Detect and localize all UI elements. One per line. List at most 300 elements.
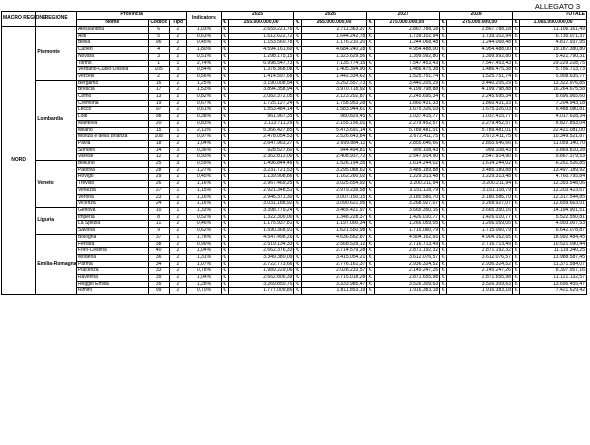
currency-symbol: € [294, 120, 301, 127]
amount-2027: 1.244.068,48 [374, 40, 440, 47]
amount-2026: 3.415.054,21 [301, 254, 367, 261]
currency-symbol: € [440, 221, 447, 228]
currency-symbol: € [440, 107, 447, 114]
indicator-value: 0,56% [187, 73, 221, 80]
currency-symbol: € [440, 261, 447, 268]
currency-symbol: € [294, 214, 301, 221]
amount-total: 11.106.161,49 [520, 27, 587, 34]
indicator-value: 0,45% [187, 40, 221, 47]
amount-2028: 3.440.205,29 [447, 80, 513, 87]
amount-2026: 1.526.194,35 [301, 161, 367, 168]
currency-symbol: € [512, 47, 519, 54]
currency-symbol: € [440, 174, 447, 181]
amount-2026: 2.699.884,11 [301, 140, 367, 147]
currency-symbol: € [294, 19, 301, 27]
currency-symbol: € [294, 228, 301, 235]
amount-2026: 1.323.629,56 [301, 53, 367, 60]
grand-total-all-years: 1.065.000.000,00 [520, 19, 587, 27]
currency-symbol: € [221, 53, 228, 60]
currency-symbol: € [221, 207, 228, 214]
amount-total: 7.421.629,42 [520, 288, 587, 295]
amount-2028: 1.525.751,74 [447, 73, 513, 80]
amount-2027: 3.200.211,94 [374, 181, 440, 188]
amount-2026: 3.252.557,73 [301, 80, 367, 87]
currency-symbol: € [367, 248, 374, 255]
amount-2027: 4.199.798,88 [374, 87, 440, 94]
amount-2025: 2.362.812,00 [228, 154, 294, 161]
currency-symbol: € [221, 194, 228, 201]
province-code: 9 [148, 228, 169, 235]
currency-symbol: € [512, 60, 519, 67]
amount-total: 3.869.810,28 [520, 147, 587, 154]
currency-symbol: € [294, 268, 301, 275]
amount-2028: 3.200.211,94 [447, 181, 513, 188]
amount-2027: 2.871.192,32 [374, 248, 440, 255]
currency-symbol: € [440, 140, 447, 147]
amount-2027: 1.229.313,48 [374, 174, 440, 181]
province-type: 2 [169, 80, 187, 87]
amount-2028: 3.665.350,16 [447, 207, 513, 214]
amount-2026: 2.028.233,57 [301, 268, 367, 275]
currency-symbol: € [512, 107, 519, 114]
currency-symbol: € [367, 174, 374, 181]
province-name: Treviso [76, 181, 148, 188]
amount-2025: 2.662.806,39 [228, 275, 294, 282]
province-name: Cuneo [76, 47, 148, 54]
amount-2025: 1.378.368,08 [228, 67, 294, 74]
province-type: 2 [169, 241, 187, 248]
province-type: 2 [169, 120, 187, 127]
header-year-2027: 2027 [367, 12, 440, 20]
amount-total: 9.867.379,53 [520, 154, 587, 161]
currency-symbol: € [221, 221, 228, 228]
header-region: REGIONE [36, 12, 77, 27]
currency-symbol: € [440, 194, 447, 201]
amount-2027: 2.145.247,26 [374, 268, 440, 275]
currency-symbol: € [367, 207, 374, 214]
amount-2027: 4.904.162,65 [374, 234, 440, 241]
currency-symbol: € [512, 27, 519, 34]
currency-symbol: € [367, 154, 374, 161]
indicator-value: 0,78% [187, 268, 221, 275]
amount-total: 13.988.587,45 [520, 254, 587, 261]
province-code: 23 [148, 194, 169, 201]
province-name: Asti [76, 33, 148, 40]
currency-symbol: € [294, 147, 301, 154]
province-name: Rovigo [76, 174, 148, 181]
province-type: 2 [169, 40, 187, 47]
amount-total: 6.488.080,81 [520, 107, 587, 114]
amount-2026: 1.176.210,20 [301, 40, 367, 47]
currency-symbol: € [367, 221, 374, 228]
amount-2027: 1.525.751,74 [374, 73, 440, 80]
province-name: Novara [76, 53, 148, 60]
province-code: 1 [148, 60, 169, 67]
amount-2027: 2.936.324,52 [374, 261, 440, 268]
currency-symbol: € [367, 167, 374, 174]
currency-symbol: € [367, 241, 374, 248]
amount-2025: 2.921.348,51 [228, 187, 294, 194]
currency-symbol: € [221, 254, 228, 261]
amount-2027: 7.547.453,43 [374, 60, 440, 67]
currency-symbol: € [221, 114, 228, 121]
amount-2026: 980.829,45 [301, 114, 367, 121]
amount-2028: 1.229.313,48 [447, 174, 513, 181]
amount-2028: 3.612.076,57 [447, 254, 513, 261]
indicator-value: 0,83% [187, 120, 221, 127]
amount-total: 12.203.423,67 [520, 187, 587, 194]
currency-symbol: € [221, 107, 228, 114]
currency-symbol: € [440, 60, 447, 67]
province-code: 15 [148, 127, 169, 134]
indicator-value: 1,28% [187, 281, 221, 288]
amount-2026: 3.090.621,95 [301, 201, 367, 208]
amount-2027: 2.279.452,57 [374, 120, 440, 127]
province-code: 14 [148, 147, 169, 154]
currency-symbol: € [221, 201, 228, 208]
currency-symbol: € [221, 261, 228, 268]
province-name: Reggio Emilia [76, 281, 148, 288]
amount-2027: 5.789.481,01 [374, 127, 440, 134]
province-code: 3 [148, 53, 169, 60]
indicator-value: 0,38% [187, 114, 221, 121]
currency-symbol: € [440, 181, 447, 188]
amount-2028: 1.266.059,05 [447, 221, 513, 228]
province-code: 26 [148, 181, 169, 188]
province-name: Bologna [76, 234, 148, 241]
province-type: 2 [169, 268, 187, 275]
currency-symbol: € [294, 241, 301, 248]
currency-symbol: € [294, 80, 301, 87]
amount-2025: 3.349.380,09 [228, 254, 294, 261]
province-name: Lodi [76, 114, 148, 121]
province-code: 5 [148, 33, 169, 40]
amount-2025: 1.590.368,91 [228, 228, 294, 235]
amount-2026: 4.636.662,87 [301, 234, 367, 241]
indicator-value: 1,80% [187, 47, 221, 54]
currency-symbol: € [367, 33, 374, 40]
amount-total: 5.421.790,31 [520, 53, 587, 60]
amount-2026: 5.473.691,14 [301, 127, 367, 134]
amount-2027: 2.245.695,34 [374, 94, 440, 101]
macro-region-cell: NORD [2, 27, 36, 295]
amount-total: 4.903.007,53 [520, 221, 587, 228]
currency-symbol: € [440, 187, 447, 194]
amount-total: 6.251.526,85 [520, 161, 587, 168]
currency-symbol: € [294, 87, 301, 94]
currency-symbol: € [294, 181, 301, 188]
province-code: 12 [148, 154, 169, 161]
currency-symbol: € [221, 187, 228, 194]
province-code: 34 [148, 261, 169, 268]
province-name: Modena [76, 254, 148, 261]
amount-2027: 3.151.118,79 [374, 187, 440, 194]
currency-symbol: € [221, 181, 228, 188]
region-cell: Veneto [36, 161, 77, 208]
currency-symbol: € [221, 147, 228, 154]
province-name: Parma [76, 261, 148, 268]
region-cell: Lombardia [36, 80, 77, 160]
amount-2028: 2.716.713,49 [447, 241, 513, 248]
currency-symbol: € [512, 53, 519, 60]
province-name: Venezia [76, 187, 148, 194]
currency-symbol: € [440, 207, 447, 214]
amount-2026: 2.714.579,28 [301, 248, 367, 255]
indicator-value: 0,82% [187, 94, 221, 101]
amount-total: 8.827.853,04 [520, 120, 587, 127]
province-name: Milano [76, 127, 148, 134]
amount-2028: 3.485.189,88 [447, 167, 513, 174]
currency-symbol: € [367, 281, 374, 288]
amount-2028: 2.145.247,26 [447, 268, 513, 275]
amount-2027: 2.867.788,18 [374, 27, 440, 34]
indicator-value: 1,16% [187, 181, 221, 188]
currency-symbol: € [512, 275, 519, 282]
amount-2027: 1.266.059,05 [374, 221, 440, 228]
amount-2028: 3.151.118,79 [447, 187, 513, 194]
province-type: 2 [169, 275, 187, 282]
currency-symbol: € [440, 47, 447, 54]
amount-2025: 4.547.498,26 [228, 234, 294, 241]
province-type: 2 [169, 174, 187, 181]
currency-symbol: € [367, 120, 374, 127]
indicator-value: 1,16% [187, 201, 221, 208]
indicator-value: 0,62% [187, 228, 221, 235]
amount-2028: 3.180.586,70 [447, 194, 513, 201]
amount-2025: 2.082.372,05 [228, 94, 294, 101]
province-code: 38 [148, 241, 169, 248]
currency-symbol: € [294, 167, 301, 174]
amount-2025: 1.989.229,06 [228, 268, 294, 275]
amount-2028: 1.399.992,80 [447, 53, 513, 60]
currency-symbol: € [367, 100, 374, 107]
amount-2025: 928.527,60 [228, 147, 294, 154]
amount-total: 5.756.713,73 [520, 67, 587, 74]
province-name: Pavia [76, 140, 148, 147]
currency-symbol: € [367, 194, 374, 201]
currency-symbol: € [221, 167, 228, 174]
amount-total: 12.393.548,06 [520, 181, 587, 188]
province-type: 2 [169, 94, 187, 101]
province-code: 96 [148, 40, 169, 47]
amount-total: 18.992.484,45 [520, 234, 587, 241]
currency-symbol: € [294, 60, 301, 67]
amount-2027: 3.180.586,70 [374, 194, 440, 201]
header-year-2028: 2028 [440, 12, 513, 20]
amount-2025: 2.647.963,27 [228, 140, 294, 147]
amount-2025: 3.190.008,54 [228, 80, 294, 87]
currency-symbol: € [440, 114, 447, 121]
amount-total: 13.656.455,47 [520, 281, 587, 288]
table-row [2, 234, 587, 241]
grand-total-2025: 255.000.000,00 [228, 19, 294, 27]
currency-symbol: € [294, 221, 301, 228]
amount-2027: 4.954.488,00 [374, 47, 440, 54]
currency-symbol: € [512, 94, 519, 101]
amount-2027: 2.716.713,49 [374, 241, 440, 248]
currency-symbol: € [512, 87, 519, 94]
amount-2025: 2.478.054,53 [228, 134, 294, 141]
currency-symbol: € [512, 134, 519, 141]
amount-2028: 1.675.326,03 [447, 107, 513, 114]
indicator-value: 1,03% [187, 27, 221, 34]
currency-symbol: € [294, 134, 301, 141]
indicator-value: 1,78% [187, 234, 221, 241]
currency-symbol: € [294, 73, 301, 80]
currency-symbol: € [294, 47, 301, 54]
amount-2026: 1.644.242,78 [301, 33, 367, 40]
currency-symbol: € [440, 80, 447, 87]
currency-symbol: € [221, 73, 228, 80]
province-name: Mantova [76, 120, 148, 127]
indicator-value: 1,15% [187, 187, 221, 194]
province-name: Torino [76, 60, 148, 67]
amount-2026: 3.025.654,92 [301, 181, 367, 188]
currency-symbol: € [440, 73, 447, 80]
amount-2025: 1.496.844,46 [228, 161, 294, 168]
currency-symbol: € [367, 288, 374, 295]
currency-symbol: € [367, 261, 374, 268]
amount-2026: 1.811.853,19 [301, 288, 367, 295]
amount-2027: 2.855.646,66 [374, 140, 440, 147]
currency-symbol: € [367, 47, 374, 54]
currency-symbol: € [221, 248, 228, 255]
currency-symbol: € [221, 80, 228, 87]
currency-symbol: € [440, 254, 447, 261]
currency-symbol: € [294, 40, 301, 47]
currency-symbol: € [221, 87, 228, 94]
province-name: Como [76, 94, 148, 101]
currency-symbol: € [512, 127, 519, 134]
amount-2025: 5.366.427,85 [228, 127, 294, 134]
currency-symbol: € [512, 161, 519, 168]
region-cell: Piemonte [36, 27, 77, 81]
indicator-value: 0,99% [187, 241, 221, 248]
amount-2028: 2.672.411,75 [447, 134, 513, 141]
amount-2025: 1.322.300,00 [228, 214, 294, 221]
amount-total: 5.908.635,77 [520, 73, 587, 80]
currency-symbol: € [221, 40, 228, 47]
amount-2027: 1.860.431,33 [374, 100, 440, 107]
province-name: Sondrio [76, 147, 148, 154]
currency-symbol: € [294, 201, 301, 208]
province-type: 2 [169, 33, 187, 40]
currency-symbol: € [440, 134, 447, 141]
currency-symbol: € [367, 181, 374, 188]
amount-2026: 2.408.937,72 [301, 154, 367, 161]
amount-2028: 1.860.431,33 [447, 100, 513, 107]
province-code: 24 [148, 201, 169, 208]
amount-2028: 2.245.695,34 [447, 94, 513, 101]
currency-symbol: € [512, 234, 519, 241]
currency-symbol: € [221, 268, 228, 275]
currency-symbol: € [512, 114, 519, 121]
indicator-value: 0,61% [187, 107, 221, 114]
amount-2026: 1.162.260,02 [301, 174, 367, 181]
province-code: 36 [148, 254, 169, 261]
amount-2028: 3.268.927,07 [447, 201, 513, 208]
currency-symbol: € [367, 27, 374, 34]
currency-symbol: € [512, 187, 519, 194]
currency-symbol: € [367, 275, 374, 282]
currency-symbol: € [440, 161, 447, 168]
currency-symbol: € [294, 234, 301, 241]
province-type: 2 [169, 100, 187, 107]
amount-2027: 2.672.411,75 [374, 134, 440, 141]
amount-2025: 4.594.161,60 [228, 47, 294, 54]
province-code: 2 [148, 73, 169, 80]
amount-2027: 3.665.350,16 [374, 207, 440, 214]
currency-symbol: € [440, 154, 447, 161]
province-type: 2 [169, 248, 187, 255]
province-name: Vercelli [76, 73, 148, 80]
indicator-value: 2,74% [187, 60, 221, 67]
currency-symbol: € [221, 120, 228, 127]
province-type: 2 [169, 73, 187, 80]
province-type: 2 [169, 288, 187, 295]
amount-total: 12.317.544,85 [520, 194, 587, 201]
province-type: 2 [169, 167, 187, 174]
currency-symbol: € [440, 167, 447, 174]
amount-2025: 2.722.773,66 [228, 261, 294, 268]
indicator-value: 0,70% [187, 288, 221, 295]
province-type: 2 [169, 281, 187, 288]
province-code: 40 [148, 248, 169, 255]
currency-symbol: € [367, 187, 374, 194]
currency-symbol: € [367, 228, 374, 235]
province-code: 97 [148, 107, 169, 114]
province-rows [2, 27, 587, 295]
grand-total-2026: 265.000.000,00 [301, 19, 367, 27]
province-code: 17 [148, 87, 169, 94]
province-name: Alessandria [76, 27, 148, 34]
province-name: Belluno [76, 161, 148, 168]
amount-2026: 2.711.363,37 [301, 27, 367, 34]
province-name: Bergamo [76, 80, 148, 87]
indicator-value: 0,46% [187, 221, 221, 228]
province-code: 18 [148, 140, 169, 147]
currency-symbol: € [367, 114, 374, 121]
currency-symbol: € [440, 87, 447, 94]
currency-symbol: € [367, 19, 374, 27]
indicator-value: 0,52% [187, 214, 221, 221]
province-code: 10 [148, 207, 169, 214]
currency-symbol: € [440, 275, 447, 282]
amount-2028: 7.547.453,43 [447, 60, 513, 67]
amount-2028: 2.279.452,57 [447, 120, 513, 127]
currency-symbol: € [512, 181, 519, 188]
amount-2026: 3.970.718,92 [301, 87, 367, 94]
amount-2027: 1.739.102,94 [374, 33, 440, 40]
amount-total: 8.307.957,16 [520, 268, 587, 275]
region-cell: Liguria [36, 207, 77, 234]
currency-symbol: € [512, 261, 519, 268]
amount-2028: 4.199.798,88 [447, 87, 513, 94]
province-type: 1 [169, 60, 187, 67]
amount-total: 10.349.521,87 [520, 134, 587, 141]
currency-symbol: € [512, 140, 519, 147]
amount-2025: 1.777.009,86 [228, 288, 294, 295]
currency-symbol: € [367, 80, 374, 87]
province-type: 2 [169, 27, 187, 34]
amount-2027: 3.612.076,57 [374, 254, 440, 261]
province-code: 33 [148, 268, 169, 275]
currency-symbol: € [512, 80, 519, 87]
grand-total-2028: 275.000.000,00 [447, 19, 513, 27]
amount-2027: 1.916.383,18 [374, 288, 440, 295]
amount-2025: 3.894.358,94 [228, 87, 294, 94]
province-type: 2 [169, 140, 187, 147]
